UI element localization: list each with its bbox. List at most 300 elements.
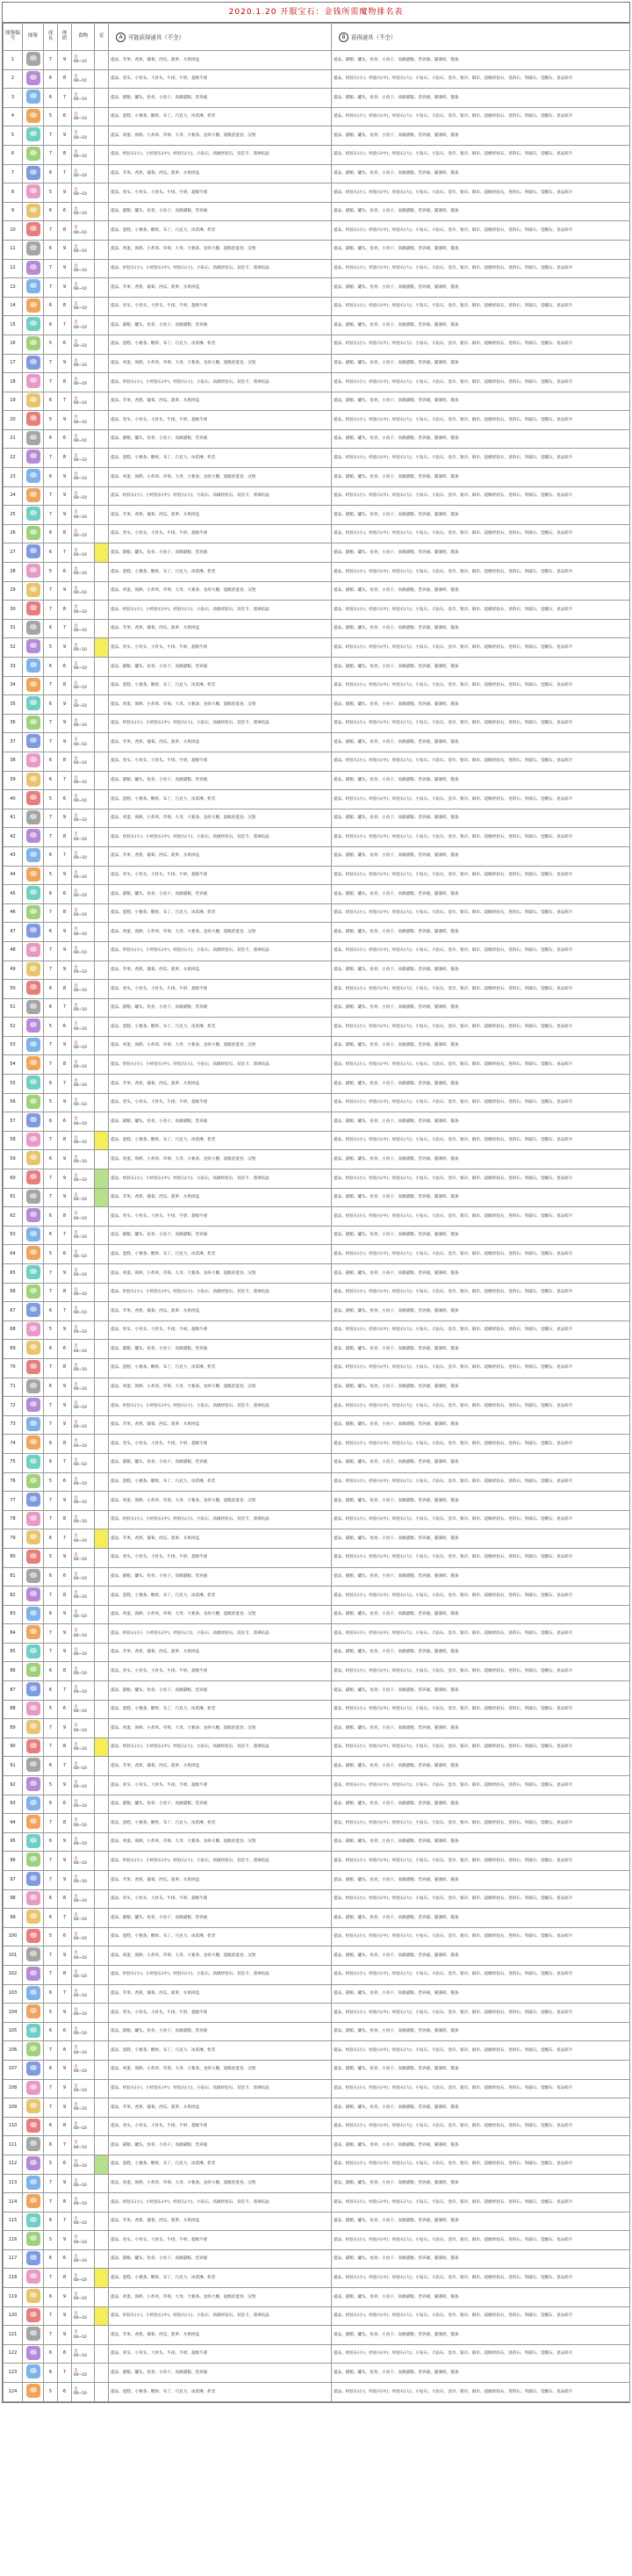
row-star (95, 2004, 109, 2023)
row-sprite (23, 2212, 44, 2231)
row-cost: 金 60~10 (72, 354, 95, 373)
row-items-a: 提品、骨头、小骨头、大骨头、牛排、牛奶、超级牛排 (109, 1662, 332, 1681)
row-level: 6 (44, 1662, 58, 1681)
row-qty: 7 (58, 543, 72, 563)
row-qty: 7 (58, 1075, 72, 1094)
row-qty: 7 (58, 1909, 72, 1928)
row-qty: 9 (58, 866, 72, 885)
row-star (95, 2344, 109, 2364)
row-level: 7 (44, 1510, 58, 1529)
row-star (95, 411, 109, 430)
row-items-a: 提品、蛋糕、小薯条、糖果、布丁、巧克力、冰淇淋、奶昔 (109, 1472, 332, 1492)
row-qty: 8 (58, 828, 72, 847)
row-sprite (23, 1889, 44, 1909)
row-sprite (23, 771, 44, 790)
row-level: 6 (44, 2136, 58, 2155)
row-cost: 金 60~10 (72, 790, 95, 809)
row-items-a: 提品、蛋糕、小薯条、糖果、布丁、巧克力、冰淇淋、奶昔 (109, 1700, 332, 1719)
row-items-b: 提品、经验石(小)、经验石(中)、经验石(大)、小钻石、大钻石、金币、银币、铜币、超级经验石、进阶石、突破石、觉醒石、星辰碎片 (332, 2041, 630, 2061)
row-qty: 8 (58, 1889, 72, 1909)
row-star (95, 1624, 109, 1644)
monster-icon (26, 1303, 40, 1317)
row-qty: 8 (58, 1435, 72, 1454)
row-index: 119 (4, 2288, 23, 2307)
monster-icon (26, 1455, 40, 1469)
row-star (95, 145, 109, 164)
monster-icon (26, 1417, 40, 1431)
row-qty: 7 (58, 998, 72, 1018)
row-qty: 9 (58, 1320, 72, 1340)
row-level: 6 (44, 297, 58, 316)
row-level: 6 (44, 1567, 58, 1587)
row-star (95, 1776, 109, 1795)
table-row (4, 1320, 630, 1340)
row-star (95, 563, 109, 582)
row-level: 6 (44, 1150, 58, 1169)
row-items-a: 提品、蛋糕、小薯条、糖果、布丁、巧克力、冰淇淋、奶昔 (109, 449, 332, 468)
row-star (95, 2174, 109, 2193)
row-items-a: 提品、骨头、小骨头、大骨头、牛排、牛奶、超级牛排 (109, 2344, 332, 2364)
row-star (95, 1264, 109, 1284)
row-items-b: 提品、经验石(小)、经验石(中)、经验石(大)、小钻石、大钻石、金币、银币、铜币、超级经验石、进阶石、突破石、觉醒石、星辰碎片 (332, 790, 630, 809)
row-star (95, 1036, 109, 1055)
row-sprite (23, 2383, 44, 2402)
row-index: 75 (4, 1453, 23, 1472)
row-level: 6 (44, 2364, 58, 2383)
row-items-b: 提品、经验石(小)、经验石(中)、经验石(大)、小钻石、大钻石、金币、银币、铜币、超级经验石、进阶石、突破石、觉醒石、星辰碎片 (332, 1852, 630, 1871)
row-star (95, 1757, 109, 1776)
row-level: 5 (44, 1776, 58, 1795)
monster-icon (26, 2346, 40, 2360)
monster-icon (26, 1493, 40, 1507)
row-items-b: 提品、经验石(小)、经验石(中)、经验石(大)、小钻石、大钻石、金币、银币、铜币、超级经验石、进阶石、突破石、觉醒石、星辰碎片 (332, 1700, 630, 1719)
row-star (95, 923, 109, 942)
row-cost: 金 60~10 (72, 1719, 95, 1738)
row-index: 88 (4, 1700, 23, 1719)
row-cost: 金 60~10 (72, 486, 95, 506)
row-items-a: 提品、骨头、小骨头、大骨头、牛排、牛奶、超级牛排 (109, 2004, 332, 2023)
row-sprite (23, 1245, 44, 1264)
row-items-a: 提品、鸡蛋、海鲜、小炸鸡、草莓、大米、大薯条、龙虾大餐、超级煎蛋卷、汉堡 (109, 468, 332, 487)
group-a-label: 可能获得道具（不全） (128, 33, 184, 40)
table-row (4, 1909, 630, 1928)
row-qty: 9 (58, 1150, 72, 1169)
row-cost: 金 60~10 (72, 373, 95, 392)
monster-icon (26, 279, 40, 293)
row-qty: 9 (58, 1093, 72, 1112)
table-row (4, 2155, 630, 2174)
row-items-a: 提品、苹果、香蕉、葡萄、西瓜、菠萝、水果拼盘 (109, 733, 332, 752)
table-row (4, 1889, 630, 1909)
row-index: 11 (4, 240, 23, 259)
row-cost: 金 60~10 (72, 1643, 95, 1662)
table-row (4, 2344, 630, 2364)
row-items-b: 提品、经验石(小)、经验石(中)、经验石(大)、小钻石、大钻石、金币、银币、铜币、超级经验石、进阶石、突破石、觉醒石、星辰碎片 (332, 752, 630, 771)
row-items-b: 提品、猫粮、罐头、鱼骨、小鱼干、高级猫粮、营养液、猫薄荷、猫条 (332, 1112, 630, 1132)
row-items-a: 提品、鸡蛋、海鲜、小炸鸡、草莓、大米、大薯条、龙虾大餐、超级煎蛋卷、汉堡 (109, 923, 332, 942)
row-level: 7 (44, 1643, 58, 1662)
row-items-a: 提品、鸡蛋、海鲜、小炸鸡、草莓、大米、大薯条、龙虾大餐、超级煎蛋卷、汉堡 (109, 1832, 332, 1852)
row-items-b: 提品、经验石(小)、经验石(中)、经验石(大)、小钻石、大钻石、金币、银币、铜币、超级经验石、进阶石、突破石、觉醒石、星辰碎片 (332, 2117, 630, 2136)
row-level: 5 (44, 107, 58, 126)
row-index: 61 (4, 1188, 23, 1207)
table-row (4, 658, 630, 677)
row-cost: 金 60~10 (72, 846, 95, 866)
row-index: 24 (4, 486, 23, 506)
monster-icon (26, 962, 40, 976)
table-row (4, 2079, 630, 2098)
row-index: 112 (4, 2155, 23, 2174)
row-items-a: 提品、骨头、小骨头、大骨头、牛排、牛奶、超级牛排 (109, 1320, 332, 1340)
row-qty: 9 (58, 126, 72, 146)
row-items-b: 提品、经验石(小)、经验石(中)、经验石(大)、小钻石、大钻石、金币、银币、铜币、超级经验石、进阶石、突破石、觉醒石、星辰碎片 (332, 1245, 630, 1264)
row-items-b: 提品、猫粮、罐头、鱼骨、小鱼干、高级猫粮、营养液、猫薄荷、猫条 (332, 2136, 630, 2155)
row-star (95, 1320, 109, 1340)
row-cost: 金 60~10 (72, 2098, 95, 2118)
row-qty: 9 (58, 506, 72, 525)
row-star (95, 1889, 109, 1909)
row-index: 14 (4, 297, 23, 316)
row-items-a: 提品、经验石(小)、小经验石(中)、经验石(大)、小钻石、高级经验石、双倍卡、翡翠结晶 (109, 1965, 332, 1984)
row-sprite (23, 1207, 44, 1227)
table-row (4, 2231, 630, 2250)
row-index: 86 (4, 1662, 23, 1681)
row-items-a: 提品、鸡蛋、海鲜、小炸鸡、草莓、大米、大薯条、龙虾大餐、超级煎蛋卷、汉堡 (109, 354, 332, 373)
row-items-b: 提品、猫粮、罐头、鱼骨、小鱼干、高级猫粮、营养液、猫薄荷、猫条 (332, 846, 630, 866)
row-sprite (23, 1605, 44, 1624)
row-level: 6 (44, 2212, 58, 2231)
row-items-b: 提品、经验石(小)、经验石(中)、经验石(大)、小钻石、大钻石、金币、银币、铜币、超级经验石、进阶石、突破石、觉醒石、星辰碎片 (332, 524, 630, 543)
row-sprite (23, 1131, 44, 1150)
row-items-a: 提品、经验石(小)、小经验石(中)、经验石(大)、小钻石、高级经验石、双倍卡、翡翠结晶 (109, 2306, 332, 2326)
row-level: 7 (44, 1738, 58, 1757)
row-items-a: 提品、猫粮、罐头、鱼骨、小鱼干、高级猫粮、营养液 (109, 1226, 332, 1245)
row-level: 7 (44, 581, 58, 601)
monster-icon (26, 924, 40, 938)
row-star (95, 619, 109, 638)
row-items-b: 提品、经验石(小)、经验石(中)、经验石(大)、小钻石、大钻石、金币、银币、铜币、超级经验石、进阶石、突破石、觉醒石、星辰碎片 (332, 1889, 630, 1909)
row-sprite (23, 2364, 44, 2383)
row-qty: 7 (58, 846, 72, 866)
row-cost: 金 60~10 (72, 543, 95, 563)
row-items-a: 提品、骨头、小骨头、大骨头、牛排、牛奶、超级牛排 (109, 1435, 332, 1454)
monster-icon (26, 90, 40, 104)
row-qty: 7 (58, 1302, 72, 1321)
row-qty: 9 (58, 581, 72, 601)
row-star (95, 1055, 109, 1075)
row-items-b: 提品、猫粮、罐头、鱼骨、小鱼干、高级猫粮、营养液、猫薄荷、猫条 (332, 89, 630, 108)
group-b-icon: B (339, 32, 348, 42)
row-star (95, 961, 109, 980)
monster-icon (26, 886, 40, 900)
row-star (95, 1302, 109, 1321)
row-items-a: 提品、苹果、香蕉、葡萄、西瓜、菠萝、水果拼盘 (109, 1415, 332, 1435)
table-row (4, 1055, 630, 1075)
row-index: 84 (4, 1624, 23, 1644)
row-items-b: 提品、猫粮、罐头、鱼骨、小鱼干、高级猫粮、营养液、猫薄荷、猫条 (332, 1871, 630, 1890)
row-items-b: 提品、经验石(小)、经验石(中)、经验石(大)、小钻石、大钻石、金币、银币、铜币、超级经验石、进阶石、突破石、觉醒石、星辰碎片 (332, 941, 630, 961)
row-items-b: 提品、猫粮、罐头、鱼骨、小鱼干、高级猫粮、营养液、猫薄荷、猫条 (332, 468, 630, 487)
row-qty: 9 (58, 51, 72, 70)
row-cost: 金 60~10 (72, 1378, 95, 1397)
row-star (95, 638, 109, 658)
monster-icon (26, 166, 40, 180)
row-items-a: 提品、骨头、小骨头、大骨头、牛排、牛奶、超级牛排 (109, 1889, 332, 1909)
row-cost: 金 60~10 (72, 1264, 95, 1284)
row-items-a: 提品、苹果、香蕉、葡萄、西瓜、菠萝、水果拼盘 (109, 846, 332, 866)
row-sprite (23, 1510, 44, 1529)
monster-icon (26, 1569, 40, 1583)
row-items-b: 提品、猫粮、罐头、鱼骨、小鱼干、高级猫粮、营养液、猫薄荷、猫条 (332, 506, 630, 525)
row-level: 7 (44, 809, 58, 828)
row-sprite (23, 69, 44, 89)
row-items-a: 提品、蛋糕、小薯条、糖果、布丁、巧克力、冰淇淋、奶昔 (109, 221, 332, 241)
drop-table (3, 23, 630, 2402)
monster-icon (26, 1967, 40, 1981)
table-row (4, 2326, 630, 2345)
row-items-b: 提品、猫粮、罐头、鱼骨、小鱼干、高级猫粮、营养液、猫薄荷、猫条 (332, 923, 630, 942)
col-sprite-header: 图鉴 (23, 24, 44, 51)
row-cost: 金 60~10 (72, 1283, 95, 1302)
row-level: 7 (44, 1283, 58, 1302)
row-items-b: 提品、经验石(小)、经验石(中)、经验石(大)、小钻石、大钻石、金币、银币、铜币、超级经验石、进阶石、突破石、觉醒石、星辰碎片 (332, 1055, 630, 1075)
row-index: 77 (4, 1492, 23, 1511)
table-row (4, 429, 630, 449)
row-qty: 9 (58, 1871, 72, 1890)
row-qty: 9 (58, 923, 72, 942)
row-items-b: 提品、经验石(小)、经验石(中)、经验石(大)、小钻石、大钻石、金币、银币、铜币、超级经验石、进阶石、突破石、觉醒石、星辰碎片 (332, 2004, 630, 2023)
table-row (4, 1472, 630, 1492)
row-items-b: 提品、经验石(小)、经验石(中)、经验石(大)、小钻石、大钻石、金币、银币、铜币、超级经验石、进阶石、突破石、觉醒石、星辰碎片 (332, 1624, 630, 1644)
row-cost: 金 60~10 (72, 221, 95, 241)
row-cost: 金 60~10 (72, 771, 95, 790)
row-index: 89 (4, 1719, 23, 1738)
row-items-b: 提品、经验石(小)、经验石(中)、经验石(大)、小钻石、大钻石、金币、银币、铜币、超级经验石、进阶石、突破石、觉醒石、星辰碎片 (332, 1131, 630, 1150)
row-cost: 金 60~10 (72, 1814, 95, 1833)
row-sprite (23, 2249, 44, 2269)
row-level: 6 (44, 1795, 58, 1814)
row-qty: 8 (58, 297, 72, 316)
table-row (4, 695, 630, 715)
monster-icon (26, 639, 40, 653)
row-sprite (23, 524, 44, 543)
row-sprite (23, 354, 44, 373)
row-star (95, 1245, 109, 1264)
row-star (95, 733, 109, 752)
row-cost: 金 60~10 (72, 278, 95, 298)
table-row (4, 2098, 630, 2118)
row-cost: 金 60~10 (72, 619, 95, 638)
row-items-a: 提品、骨头、小骨头、大骨头、牛排、牛奶、超级牛排 (109, 297, 332, 316)
row-items-b: 提品、猫粮、罐头、鱼骨、小鱼干、高级猫粮、营养液、猫薄荷、猫条 (332, 1075, 630, 1094)
row-index: 120 (4, 2306, 23, 2326)
table-row (4, 676, 630, 695)
monster-icon (26, 1208, 40, 1222)
row-items-a: 提品、猫粮、罐头、鱼骨、小鱼干、高级猫粮、营养液 (109, 1567, 332, 1587)
row-sprite (23, 2136, 44, 2155)
row-star (95, 1852, 109, 1871)
table-row (4, 2004, 630, 2023)
row-index: 72 (4, 1397, 23, 1416)
row-qty: 9 (58, 2060, 72, 2079)
row-qty: 8 (58, 1131, 72, 1150)
row-cost: 金 60~10 (72, 1757, 95, 1776)
row-cost: 金 60~10 (72, 1624, 95, 1644)
monster-icon (26, 109, 40, 123)
row-cost: 金 60~10 (72, 1529, 95, 1549)
row-sprite (23, 202, 44, 221)
row-index: 49 (4, 961, 23, 980)
table-row (4, 1662, 630, 1681)
row-cost: 金 60~10 (72, 1397, 95, 1416)
row-level: 7 (44, 1946, 58, 1966)
row-qty: 8 (58, 524, 72, 543)
row-items-b: 提品、经验石(小)、经验石(中)、经验石(大)、小钻石、大钻石、金币、银币、铜币、超级经验石、进阶石、突破石、觉醒石、星辰碎片 (332, 980, 630, 999)
row-sprite (23, 506, 44, 525)
row-level: 7 (44, 506, 58, 525)
item-drop-sheet (2, 2, 630, 2403)
row-items-b: 提品、经验石(小)、经验石(中)、经验石(大)、小钻石、大钻石、金币、银币、铜币、超级经验石、进阶石、突破石、觉醒石、星辰碎片 (332, 638, 630, 658)
monster-icon (26, 507, 40, 521)
row-level: 7 (44, 1492, 58, 1511)
row-qty: 9 (58, 714, 72, 733)
row-index: 15 (4, 316, 23, 335)
row-level: 7 (44, 941, 58, 961)
col-star-header: 星 (95, 24, 109, 51)
monster-icon (26, 147, 40, 161)
row-cost: 金 60~10 (72, 1776, 95, 1795)
row-sprite (23, 658, 44, 677)
row-cost: 金 60~10 (72, 2022, 95, 2041)
table-row (4, 846, 630, 866)
row-items-b: 提品、经验石(小)、经验石(中)、经验石(大)、小钻石、大钻石、金币、银币、铜币、超级经验石、进阶石、突破石、觉醒石、星辰碎片 (332, 676, 630, 695)
table-row (4, 1814, 630, 1833)
row-cost: 金 60~10 (72, 2117, 95, 2136)
row-cost: 金 60~10 (72, 1169, 95, 1189)
row-cost: 金 60~10 (72, 2079, 95, 2098)
row-star (95, 1529, 109, 1549)
monster-icon (26, 791, 40, 805)
row-cost: 金 60~10 (72, 1018, 95, 1037)
monster-icon (26, 601, 40, 615)
monster-icon (26, 1170, 40, 1184)
monster-icon (26, 1702, 40, 1716)
row-level: 6 (44, 543, 58, 563)
row-star (95, 392, 109, 411)
table-row (4, 89, 630, 108)
row-star (95, 2155, 109, 2174)
row-items-b: 提品、猫粮、罐头、鱼骨、小鱼干、高级猫粮、营养液、猫薄荷、猫条 (332, 1909, 630, 1928)
row-sprite (23, 563, 44, 582)
table-row (4, 1548, 630, 1567)
monster-icon (26, 1929, 40, 1943)
row-items-b: 提品、经验石(小)、经验石(中)、经验石(大)、小钻石、大钻石、金币、银币、铜币、超级经验石、进阶石、突破石、觉醒石、星辰碎片 (332, 714, 630, 733)
row-star (95, 183, 109, 203)
row-qty: 7 (58, 2364, 72, 2383)
row-qty: 9 (58, 695, 72, 715)
row-sprite (23, 335, 44, 354)
row-sprite (23, 1340, 44, 1359)
row-star (95, 658, 109, 677)
row-items-a: 提品、经验石(小)、小经验石(中)、经验石(大)、小钻石、高级经验石、双倍卡、翡翠结晶 (109, 601, 332, 620)
table-row (4, 1207, 630, 1227)
row-sprite (23, 221, 44, 241)
row-star (95, 2117, 109, 2136)
row-qty: 7 (58, 164, 72, 183)
row-items-a: 提品、猫粮、罐头、鱼骨、小鱼干、高级猫粮、营养液 (109, 2136, 332, 2155)
monster-icon (26, 829, 40, 843)
row-qty: 8 (58, 1587, 72, 1606)
row-items-b: 提品、经验石(小)、经验石(中)、经验石(大)、小钻石、大钻石、金币、银币、铜币、超级经验石、进阶石、突破石、觉醒石、星辰碎片 (332, 373, 630, 392)
row-qty: 6 (58, 563, 72, 582)
row-cost: 金 60~10 (72, 1871, 95, 1890)
row-index: 94 (4, 1814, 23, 1833)
row-star (95, 1378, 109, 1397)
row-index: 2 (4, 69, 23, 89)
row-cost: 金 60~10 (72, 1207, 95, 1227)
row-qty: 9 (58, 638, 72, 658)
monster-icon (26, 1000, 40, 1014)
row-cost: 金 60~10 (72, 183, 95, 203)
row-index: 52 (4, 1018, 23, 1037)
row-star (95, 1719, 109, 1738)
col-level-header: 成長 (44, 24, 58, 51)
row-sprite (23, 1719, 44, 1738)
row-qty: 6 (58, 1700, 72, 1719)
row-sprite (23, 601, 44, 620)
row-items-a: 提品、经验石(小)、小经验石(中)、经验石(大)、小钻石、高级经验石、双倍卡、翡翠结晶 (109, 486, 332, 506)
monster-icon (26, 1151, 40, 1165)
row-qty: 9 (58, 1492, 72, 1511)
table-row (4, 1757, 630, 1776)
monster-icon (26, 2137, 40, 2151)
monster-icon (26, 1758, 40, 1772)
row-star (95, 2136, 109, 2155)
row-items-b: 提品、经验石(小)、经验石(中)、经验石(大)、小钻石、大钻石、金币、银币、铜币、超级经验石、进阶石、突破石、觉醒石、星辰碎片 (332, 486, 630, 506)
table-row (4, 1738, 630, 1757)
row-items-a: 提品、骨头、小骨头、大骨头、牛排、牛奶、超级牛排 (109, 1093, 332, 1112)
table-row (4, 411, 630, 430)
monster-icon (26, 1133, 40, 1147)
row-qty: 9 (58, 2306, 72, 2326)
row-level: 7 (44, 221, 58, 241)
table-row (4, 998, 630, 1018)
table-row (4, 1965, 630, 1984)
row-qty: 8 (58, 145, 72, 164)
row-sprite (23, 183, 44, 203)
row-index: 105 (4, 2022, 23, 2041)
table-row (4, 468, 630, 487)
row-items-b: 提品、猫粮、罐头、鱼骨、小鱼干、高级猫粮、营养液、猫薄荷、猫条 (332, 885, 630, 904)
monster-icon (26, 1625, 40, 1639)
row-star (95, 885, 109, 904)
monster-icon (26, 544, 40, 558)
row-sprite (23, 1188, 44, 1207)
row-items-a: 提品、苹果、香蕉、葡萄、西瓜、菠萝、水果拼盘 (109, 961, 332, 980)
row-items-a: 提品、苹果、香蕉、葡萄、西瓜、菠萝、水果拼盘 (109, 1302, 332, 1321)
row-sprite (23, 89, 44, 108)
row-star (95, 1075, 109, 1094)
row-items-b: 提品、经验石(小)、经验石(中)、经验石(大)、小钻石、大钻石、金币、银币、铜币、超级经验石、进阶石、突破石、觉醒石、星辰碎片 (332, 2306, 630, 2326)
table-row (4, 2212, 630, 2231)
row-items-b: 提品、经验石(小)、经验石(中)、经验石(大)、小钻石、大钻石、金币、银币、铜币、超级经验石、进阶石、突破石、觉醒石、星辰碎片 (332, 69, 630, 89)
row-qty: 9 (58, 2174, 72, 2193)
row-index: 68 (4, 1320, 23, 1340)
monster-icon (26, 1095, 40, 1109)
monster-icon (26, 1284, 40, 1299)
row-star (95, 1681, 109, 1701)
row-cost: 金 60~10 (72, 2249, 95, 2269)
